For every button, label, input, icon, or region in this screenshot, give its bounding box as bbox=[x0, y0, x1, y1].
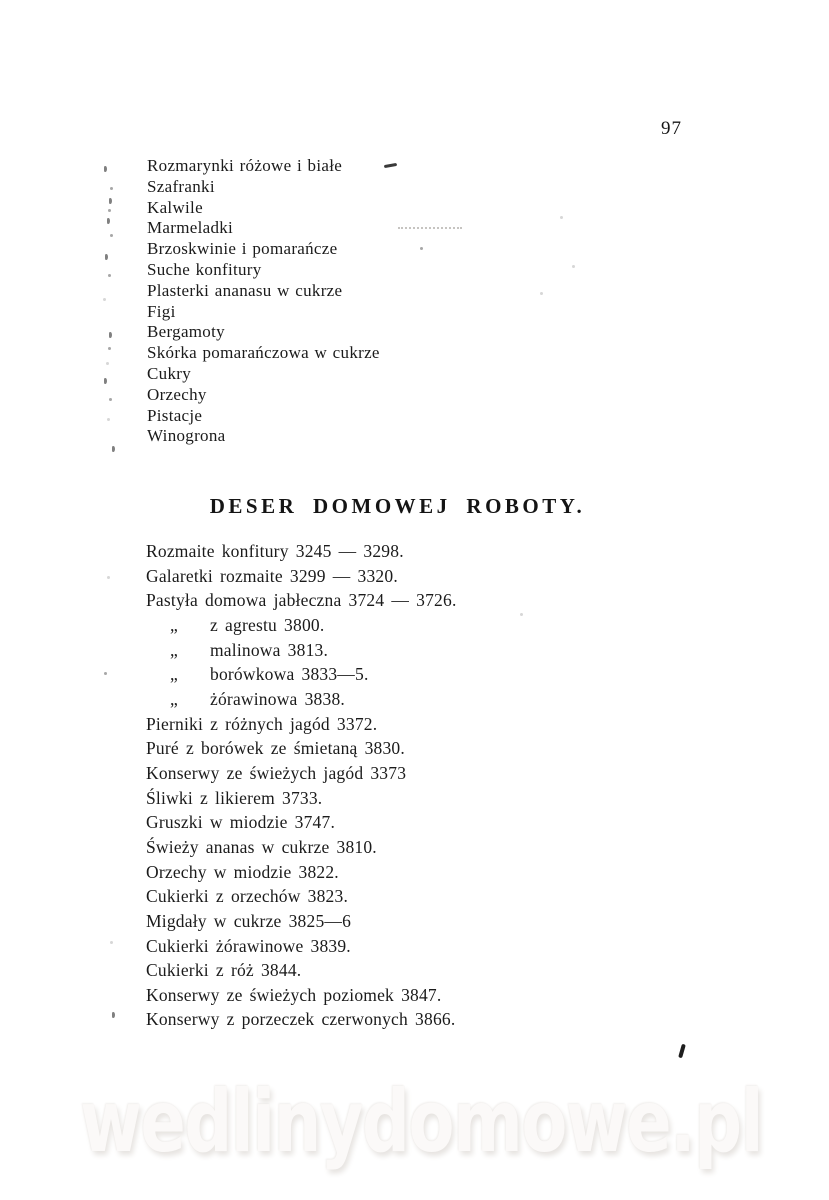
list-item bbox=[146, 1007, 457, 1032]
page-number: 97 bbox=[661, 118, 682, 139]
watermark: wedlinydomowe.pl bbox=[80, 1072, 763, 1172]
list-item-text: Galaretki rozmaite 3299 — 3320. bbox=[146, 565, 398, 586]
list-item-text: Cukry bbox=[147, 363, 191, 383]
list-item bbox=[146, 909, 457, 934]
list-item-text: Orzechy bbox=[147, 384, 207, 404]
scan-speck bbox=[110, 187, 113, 190]
scan-speck bbox=[109, 398, 112, 401]
list-item bbox=[147, 239, 380, 260]
list-item bbox=[146, 934, 457, 959]
list-item-text: Migdały w cukrze 3825—6 bbox=[146, 910, 352, 931]
list-item bbox=[147, 322, 380, 343]
list-item-text: żórawinowa 3838. bbox=[210, 688, 345, 709]
list-item-text: Rozmarynki różowe i białe bbox=[147, 156, 343, 175]
list-item-text: Pastyła domowa jabłeczna 3724 — 3726. bbox=[146, 590, 457, 611]
scan-speck bbox=[104, 378, 107, 384]
list-item bbox=[146, 613, 457, 638]
list-item bbox=[147, 177, 380, 198]
scan-smudge-dash bbox=[384, 163, 397, 168]
list-item bbox=[146, 884, 457, 909]
list-item bbox=[147, 406, 380, 427]
list-item bbox=[146, 736, 457, 761]
list-item-text: Orzechy w miodzie 3822. bbox=[146, 861, 339, 882]
scan-speck bbox=[107, 418, 110, 421]
scan-speck bbox=[107, 576, 110, 579]
list-item-text: Marmeladki bbox=[147, 218, 234, 238]
list-item bbox=[147, 198, 380, 219]
list-item-text: Kalwile bbox=[147, 197, 203, 217]
ditto-mark: „ bbox=[170, 664, 178, 685]
scan-speck bbox=[105, 254, 108, 260]
scan-speck bbox=[108, 209, 111, 212]
list-item-text: Szafranki bbox=[147, 176, 215, 196]
list-item bbox=[146, 958, 457, 983]
list-item bbox=[146, 539, 457, 564]
scan-speck bbox=[106, 362, 109, 365]
list-item-text: Figi bbox=[147, 301, 176, 321]
list-item-text: borówkowa 3833—5. bbox=[210, 664, 369, 685]
list-item bbox=[147, 156, 380, 177]
scan-speck bbox=[109, 198, 112, 204]
scan-speck bbox=[108, 347, 111, 350]
list-item bbox=[146, 983, 457, 1008]
list-item bbox=[146, 810, 457, 835]
scan-speck bbox=[103, 298, 106, 301]
list-item bbox=[147, 302, 380, 323]
list-item bbox=[146, 662, 457, 687]
scan-speck bbox=[112, 1012, 115, 1018]
scan-speck bbox=[110, 941, 113, 944]
scan-speck bbox=[104, 166, 107, 172]
list-item-text: Puré z borówek ze śmietaną 3830. bbox=[146, 738, 405, 759]
ditto-mark: „ bbox=[170, 639, 178, 660]
list-item bbox=[147, 364, 380, 385]
list-item bbox=[147, 385, 380, 406]
list-item bbox=[147, 426, 380, 447]
list-item-text: Konserwy ze świeżych jagód 3373 bbox=[146, 762, 407, 783]
list-item bbox=[146, 564, 457, 589]
list-item bbox=[146, 835, 457, 860]
scan-speck bbox=[107, 218, 110, 224]
list-item bbox=[146, 860, 457, 885]
scan-speck bbox=[109, 332, 112, 338]
list-item-text: Gruszki w miodzie 3747. bbox=[146, 812, 336, 833]
section-heading: DESER DOMOWEJ ROBOTY. bbox=[209, 494, 586, 518]
list-item-text: Pistacje bbox=[147, 405, 203, 425]
scan-speck bbox=[520, 613, 523, 616]
list-item bbox=[146, 588, 457, 613]
list-item-text: Świeży ananas w cukrze 3810. bbox=[146, 836, 377, 857]
ditto-mark: „ bbox=[170, 614, 178, 635]
scan-speck bbox=[112, 446, 115, 452]
list-item-text: Winogrona bbox=[147, 426, 226, 446]
list-item-text: z agrestu 3800. bbox=[210, 614, 325, 635]
list-item-text: Bergamoty bbox=[147, 322, 225, 342]
list-item-text: Rozmaite konfitury 3245 — 3298. bbox=[146, 541, 404, 561]
list-item-text: Skórka pomarańczowa w cukrze bbox=[147, 343, 380, 363]
list-item-text: Brzoskwinie i pomarańcze bbox=[147, 239, 338, 259]
list-item bbox=[146, 638, 457, 663]
list-item bbox=[146, 712, 457, 737]
scan-speck bbox=[560, 216, 563, 219]
list-item bbox=[147, 343, 380, 364]
list-item-text: Śliwki z likierem 3733. bbox=[146, 787, 323, 808]
scan-speck bbox=[108, 274, 111, 277]
list-item bbox=[147, 260, 380, 281]
list-item bbox=[147, 218, 380, 239]
list-item-text: Cukierki z róż 3844. bbox=[146, 960, 302, 981]
dessert-index-list bbox=[146, 539, 457, 1032]
list-item-text: Cukierki żórawinowe 3839. bbox=[146, 935, 351, 956]
scan-speck bbox=[420, 247, 423, 250]
scan-speck bbox=[572, 265, 575, 268]
list-item-text: Suche konfitury bbox=[147, 259, 262, 279]
list-item-text: Plasterki ananasu w cukrze bbox=[147, 280, 343, 300]
list-item bbox=[147, 281, 380, 302]
list-item-text: Konserwy z porzeczek czerwonych 3866. bbox=[146, 1009, 456, 1030]
scan-speck bbox=[540, 292, 543, 295]
list-item-text: malinowa 3813. bbox=[210, 639, 329, 660]
scan-speck bbox=[110, 234, 113, 237]
list-item-text: Pierniki z różnych jagód 3372. bbox=[146, 713, 378, 734]
list-item bbox=[146, 687, 457, 712]
scan-speck bbox=[104, 672, 107, 675]
list-item bbox=[146, 761, 457, 786]
scan-smudge-dotted bbox=[398, 225, 462, 229]
scan-slash-mark bbox=[678, 1044, 686, 1059]
ditto-mark: „ bbox=[170, 688, 178, 709]
list-item-text: Cukierki z orzechów 3823. bbox=[146, 886, 349, 907]
list-item bbox=[146, 786, 457, 811]
confections-list bbox=[147, 156, 380, 447]
list-item-text: Konserwy ze świeżych poziomek 3847. bbox=[146, 984, 442, 1005]
